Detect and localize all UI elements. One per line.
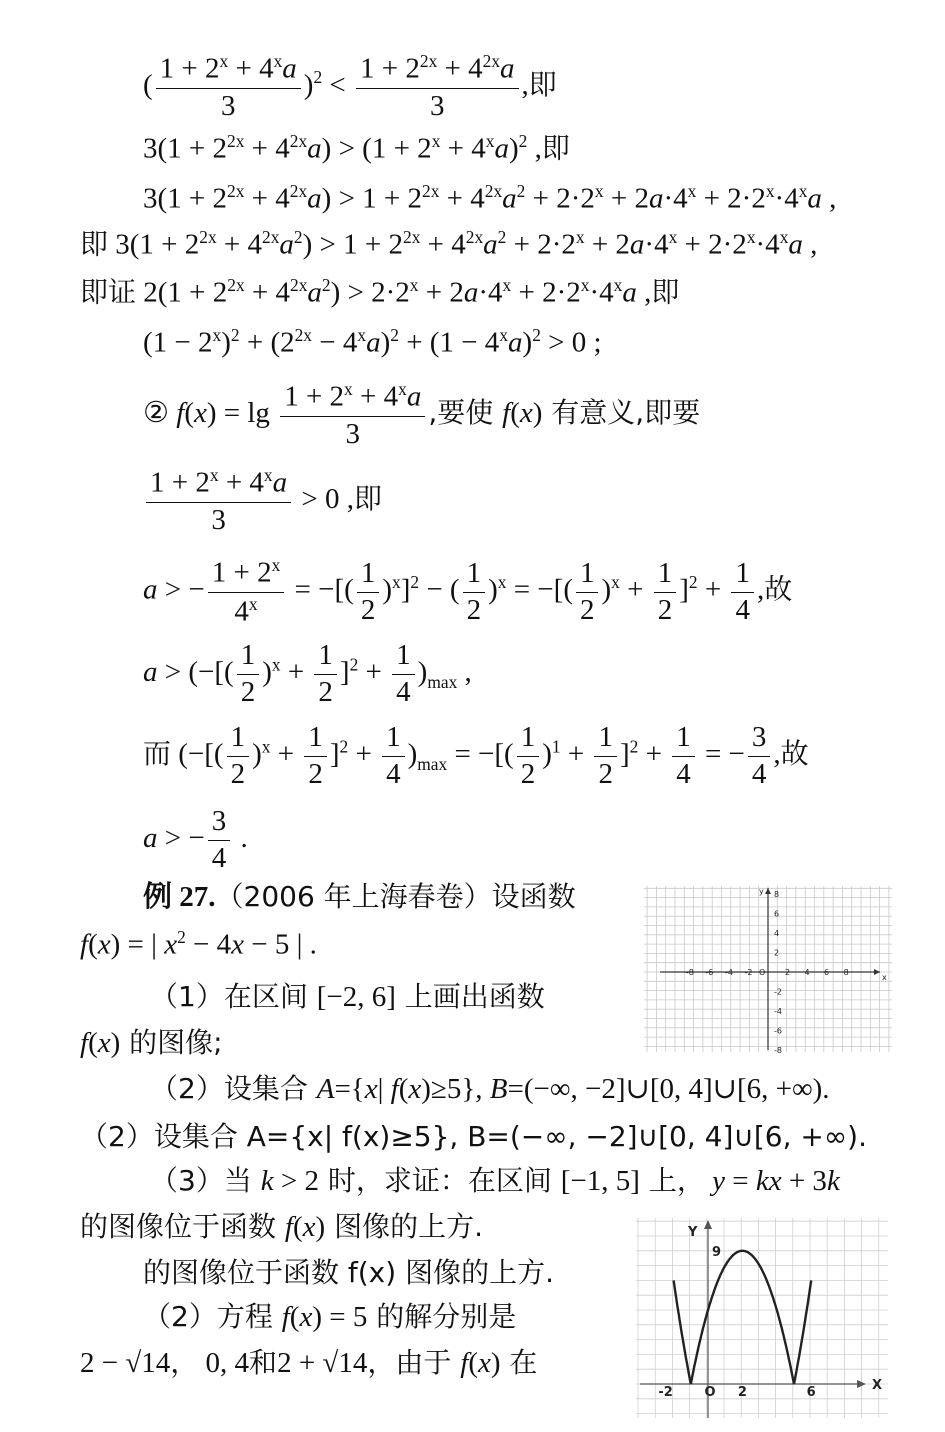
question-1: （1）在区间 [−2, 6] 上画出函数 xyxy=(150,980,545,1013)
grid-y-tick-label: 4 xyxy=(774,928,780,938)
grid-y-arrow xyxy=(765,888,771,894)
grid-x-tick-label: -4 xyxy=(724,968,733,977)
grid-x-tick-label: 4 xyxy=(804,968,810,977)
graph-x-tick-label: 6 xyxy=(806,1385,816,1400)
solution-2-cont: 2 − √14， 0, 4和2 + √14，由于 f(x) 在 xyxy=(80,1346,538,1379)
grid-x-tick-label: -2 xyxy=(744,968,753,977)
grid-y-tick-label: 6 xyxy=(774,909,780,919)
grid-x-tick-label: 8 xyxy=(843,968,849,977)
grid-x-arrow xyxy=(874,969,880,975)
graph-x-tick-label: -2 xyxy=(658,1385,673,1400)
question-1-cont: f(x) 的图像; xyxy=(80,1026,223,1059)
grid-x-tick-label: -6 xyxy=(705,968,714,977)
math-line-9: a > − $\frac{1 + 2^x}{4^x}$ = −[( $\frac{1}{2}$ )$^x$]$^2$ − ( $\frac{1}{2}$ )$^x$ = −[( $\frac{1}{2}$ )$^x$ + $\frac{1}{2}$ ]$^2$ + $\frac{1}{4}$ ,故 xyxy=(143,555,793,628)
grid-y-tick-label: -6 xyxy=(774,1026,782,1036)
math-line-12: a > − $\frac{3}{4}$ . xyxy=(143,805,248,874)
empty-grid-chart xyxy=(642,884,894,1054)
grid-origin-label: O xyxy=(759,968,766,977)
math-line-2: $3(1 + 2^{2x} + 4^{2x}a) > (1 + 2^x + 4^xa)^2$ ,即 xyxy=(143,131,570,165)
grid-y-axis-label: y xyxy=(759,887,764,896)
math-line-11: 而 (−[( $\frac{1}{2}$ )$^x$ + $\frac{1}{2}$ ]$^2$ + $\frac{1}{4}$ )$_{max}$ = −[( $\frac{1}{2}$ )$^1$ + $\frac{1}{2}$ ]$^2$ + $\frac{1}{4}$ = − $\frac{3}{4}$ ,故 xyxy=(143,721,809,790)
function-curve xyxy=(674,1251,812,1384)
solution-1: 的图像位于函数 f(x) 图像的上方. xyxy=(143,1256,554,1289)
math-line-3: $3(1 + 2^{2x} + 4^{2x}a) > 1 + 2^{2x} + 4^{2x}a^2 + 2\cdot 2^x + 2a\cdot 4^x + 2\cdot 2^x\cdot 4^xa$ , xyxy=(143,181,837,215)
grid-y-tick-label: 8 xyxy=(774,889,780,899)
example-number: 例 27. xyxy=(143,881,216,913)
math-line-6: $(1 - 2^x)^2 + (2^{2x} - 4^xa)^2 + (1 - 4^xa)^2 > 0$ ; xyxy=(143,325,602,359)
question-2-cont: （2）设集合 A={x| f(x)≥5}, B=(−∞, −2]∪[0, 4]∪[6, +∞). xyxy=(80,1120,868,1153)
math-line-4: 即 $3(1 + 2^{2x} + 4^{2x}a^2) > 1 + 2^{2x} + 4^{2x}a^2 + 2\cdot 2^x + 2a\cdot 4^x + 2\cdot 2^x\cdot 4^xa$ , xyxy=(80,227,818,261)
grid-x-tick-label: 2 xyxy=(784,968,791,977)
grid-x-tick-label: 6 xyxy=(824,968,830,977)
example-heading xyxy=(143,882,576,914)
graph-y-axis-label: Y xyxy=(688,1225,698,1240)
grid-y-tick-label: -2 xyxy=(774,987,782,997)
grid-y-tick-label: -8 xyxy=(774,1046,782,1054)
solution-2: （2）方程 f(x) = 5 的解分别是 xyxy=(143,1300,517,1333)
question-3-cont: 的图像位于函数 f(x) 图像的上方. xyxy=(80,1210,483,1243)
grid-x-axis-label: x xyxy=(882,973,887,982)
math-line-14: f(x) = | $x^2 - 4x - 5$ | . xyxy=(80,927,317,961)
grid-y-tick-label: 2 xyxy=(774,948,780,958)
math-line-1: ( $\frac{1 + 2^x + 4^xa}{3}$ )$^2$ < $\frac{1 + 2^{2x} + 4^{2x}a}{3}$ ,即 xyxy=(143,51,557,122)
graph-x-tick-label: 2 xyxy=(737,1385,747,1400)
function-graph xyxy=(634,1216,890,1420)
grid-x-tick-label: -8 xyxy=(685,968,694,977)
graph-y-tick-label: 9 xyxy=(712,1244,722,1260)
function-graph-axes xyxy=(640,1220,866,1418)
graph-x-axis-label: X xyxy=(872,1378,883,1393)
math-line-5: 即证 $2(1 + 2^{2x} + 4^{2x}a^2) > 2\cdot 2^x + 2a\cdot 4^x + 2\cdot 2^x\cdot 4^xa$ ,即 xyxy=(80,275,680,309)
math-line-10: a > (−[( $\frac{1}{2}$ )$^x$ + $\frac{1}{2}$ ]$^2$ + $\frac{1}{4}$ )$_{max}$ , xyxy=(143,639,472,708)
math-line-7: ② f(x) = lg $\frac{1 + 2^x + 4^xa}{3}$ ,要使 f(x) 有意义,即要 xyxy=(143,379,701,450)
example-source: （2006 年上海春卷）设函数 xyxy=(215,880,576,913)
graph-origin-label: O xyxy=(704,1385,716,1400)
function-graph-grid xyxy=(636,1218,888,1418)
question-3: （3）当 k > 2 时，求证：在区间 [−1, 5] 上， y = kx + 3k xyxy=(150,1164,840,1197)
question-2: （2）设集合 A={x| f(x)≥5}, B=(−∞, −2]∪[0, 4]∪[6, +∞). xyxy=(150,1072,830,1105)
grid-y-tick-label: -4 xyxy=(774,1007,782,1017)
math-line-8: $\frac{1 + 2^x + 4^xa}{3}$ > 0 ,即 xyxy=(143,466,382,536)
